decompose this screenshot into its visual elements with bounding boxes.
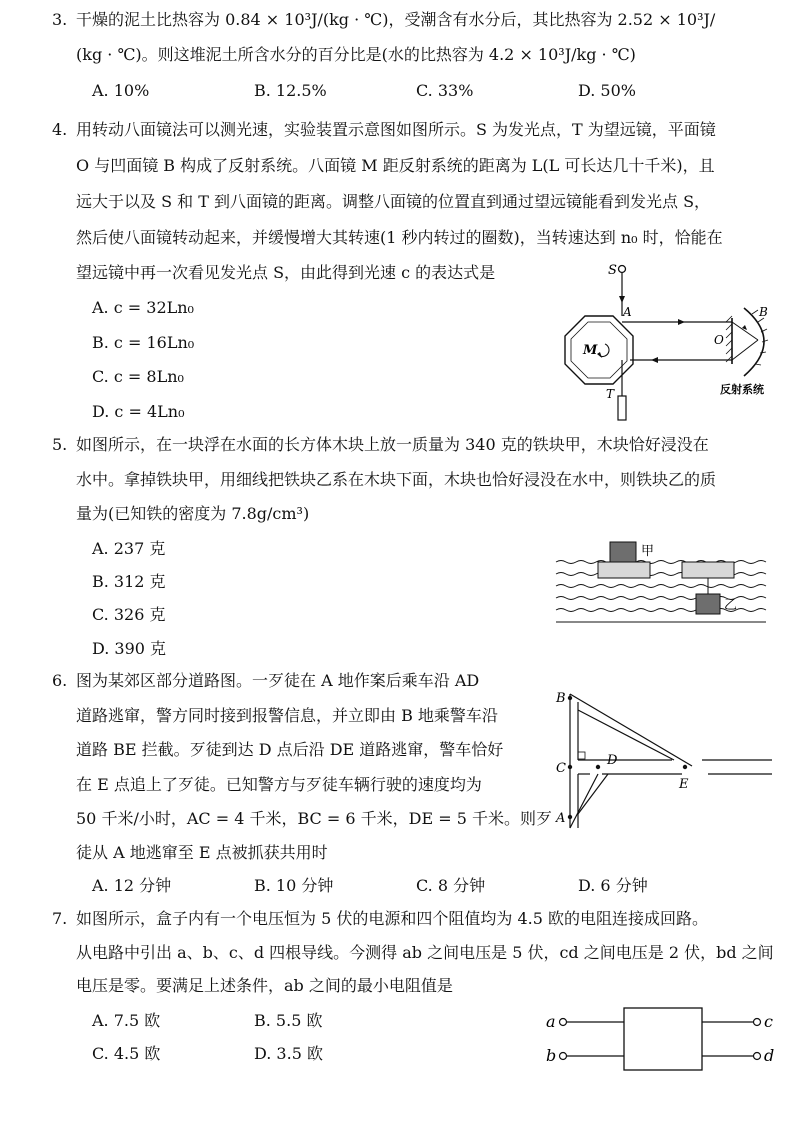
point-b <box>568 696 572 700</box>
label-t: T <box>606 387 615 401</box>
reflect-ray <box>732 322 758 340</box>
label-m: M <box>583 343 598 358</box>
question-text-line: 望远镜中再一次看见发光点 S，由此得到光速 c 的表达式是 <box>76 263 496 282</box>
octagon-inner <box>571 322 627 378</box>
label-yi: 乙 <box>724 598 738 613</box>
terminal-a <box>560 1019 567 1026</box>
label-b: B <box>759 305 768 319</box>
telescope <box>618 396 626 420</box>
question-number: 5. <box>52 435 68 454</box>
question-text-line: 用转动八面镜法可以测光速，实验装置示意图如图所示。S 为发光点，T 为望远镜，平面镜 <box>76 120 716 139</box>
label-b: B <box>556 691 566 706</box>
label-c: c <box>764 1012 773 1031</box>
rotation-arrowhead <box>597 352 602 358</box>
question-text-line: 干燥的泥土比热容为 0.84 × 10³J/(kg · ℃)，受潮含有水分后，其比热容为 2.52 × 10³J/ <box>76 10 716 29</box>
question-text-line: O 与凹面镜 B 构成了反射系统。八面镜 M 距反射系统的距离为 L(L 可长达几十千米)，且 <box>76 156 715 175</box>
terminal-d <box>754 1053 761 1060</box>
octagon-mirror <box>565 316 633 384</box>
option-d[interactable]: D. 390 克 <box>92 639 167 658</box>
option-d[interactable]: D. c = 4Ln₀ <box>92 402 185 421</box>
rotating-mirror-diagram <box>556 258 788 428</box>
rotation-arrow <box>600 344 609 357</box>
question-number: 6. <box>52 671 68 690</box>
option-c[interactable]: C. 33% <box>416 81 474 100</box>
reflection-system-label: 反射系统 <box>720 383 764 396</box>
label-a: A <box>556 811 566 826</box>
question-text-line: 徒从 A 地逃窜至 E 点被抓获共用时 <box>76 843 328 862</box>
question-number: 3. <box>52 10 68 29</box>
point-e <box>683 765 687 769</box>
option-a[interactable]: A. 237 克 <box>92 539 166 558</box>
option-d[interactable]: D. 3.5 欧 <box>254 1044 323 1063</box>
question-text-line: 如图所示，在一块浮在水面的长方体木块上放一质量为 340 克的铁块甲，木块恰好浸没在 <box>76 435 709 454</box>
question-text-line: 道路 BE 拦截。歹徒到达 D 点后沿 DE 道路逃窜，警车恰好 <box>76 740 504 759</box>
roads <box>570 694 772 828</box>
option-c[interactable]: C. c = 8Ln₀ <box>92 367 184 386</box>
option-a[interactable]: A. 12 分钟 <box>92 876 172 895</box>
question-number: 7. <box>52 909 68 928</box>
option-d[interactable]: D. 6 分钟 <box>578 876 648 895</box>
iron-block-jia <box>610 542 636 562</box>
option-c[interactable]: C. 326 克 <box>92 605 166 624</box>
arrow <box>678 319 685 325</box>
option-b[interactable]: B. 312 克 <box>92 572 166 591</box>
iron-block-yi <box>696 594 720 614</box>
option-a[interactable]: A. 7.5 欧 <box>92 1011 161 1030</box>
question-text-line: 在 E 点追上了歹徒。已知警方与歹徒车辆行驶的速度均为 <box>76 775 482 794</box>
option-d[interactable]: D. 50% <box>578 81 636 100</box>
question-text-line: (kg · ℃)。则这堆泥土所含水分的百分比是(水的比热容为 4.2 × 10³J/kg · ℃) <box>76 45 636 64</box>
question-text-line: 电压是零。要满足上述条件，ab 之间的最小电阻值是 <box>76 976 453 995</box>
label-d: d <box>764 1046 775 1065</box>
option-a[interactable]: A. c = 32Ln₀ <box>92 298 194 317</box>
road-map-diagram <box>552 680 778 840</box>
label-e: E <box>679 777 689 792</box>
source-point <box>619 266 626 273</box>
point-c <box>568 765 572 769</box>
point-a <box>568 815 572 819</box>
wood-block-left <box>598 562 650 578</box>
mirror-hatching <box>726 316 732 362</box>
arrow <box>619 296 625 303</box>
question-text-line: 然后使八面镜转动起来，并缓慢增大其转速(1 秒内转过的圈数)，当转速达到 n₀ 时，恰能在 <box>76 228 723 247</box>
option-b[interactable]: B. 12.5% <box>254 81 327 100</box>
question-text-line: 从电路中引出 a、b、c、d 四根导线。今测得 ab 之间电压是 5 伏，cd 之间电压是 2 伏，bd 之间 <box>76 943 774 962</box>
circuit-box <box>624 1008 702 1070</box>
black-box-circuit <box>540 1004 780 1076</box>
label-c: C <box>556 761 566 776</box>
point-d <box>596 765 600 769</box>
question-text-line: 道路逃窜，警方同时接到报警信息，并立即由 B 地乘警车沿 <box>76 706 498 725</box>
question-text-line: 量为(已知铁的密度为 7.8g/cm³) <box>76 504 310 523</box>
label-d: D <box>607 753 618 768</box>
terminal-c <box>754 1019 761 1026</box>
label-o: O <box>714 333 724 347</box>
reflect-ray <box>732 340 758 360</box>
option-b[interactable]: B. 10 分钟 <box>254 876 334 895</box>
arrow <box>651 357 658 363</box>
label-a: A <box>623 305 632 319</box>
label-jia: 甲 <box>641 544 655 559</box>
label-a: a <box>546 1012 556 1031</box>
option-c[interactable]: C. 8 分钟 <box>416 876 486 895</box>
option-b[interactable]: B. 5.5 欧 <box>254 1011 323 1030</box>
question-number: 4. <box>52 120 68 139</box>
wood-block-right <box>682 562 734 578</box>
option-c[interactable]: C. 4.5 欧 <box>92 1044 161 1063</box>
question-text-line: 水中。拿掉铁块甲，用细线把铁块乙系在木块下面，木块也恰好浸没在水中，则铁块乙的质 <box>76 470 717 489</box>
question-text-line: 图为某郊区部分道路图。一歹徒在 A 地作案后乘车沿 AD <box>76 671 480 690</box>
question-text-line: 远大于以及 S 和 T 到八面镜的距离。调整八面镜的位置直到通过望远镜能看到发光点 S， <box>76 192 711 211</box>
label-s: S <box>608 263 617 278</box>
question-text-line: 如图所示，盒子内有一个电压恒为 5 伏的电源和四个阻值均为 4.5 欧的电阻连接成回路。 <box>76 909 708 928</box>
right-angle-mark <box>578 752 585 759</box>
label-b: b <box>546 1046 557 1065</box>
question-text-line: 50 千米/小时，AC = 4 千米，BC = 6 千米，DE = 5 千米。则歹 <box>76 809 552 828</box>
terminal-b <box>560 1053 567 1060</box>
option-b[interactable]: B. c = 16Ln₀ <box>92 333 195 352</box>
option-a[interactable]: A. 10% <box>92 81 150 100</box>
floating-block-diagram <box>552 532 774 632</box>
